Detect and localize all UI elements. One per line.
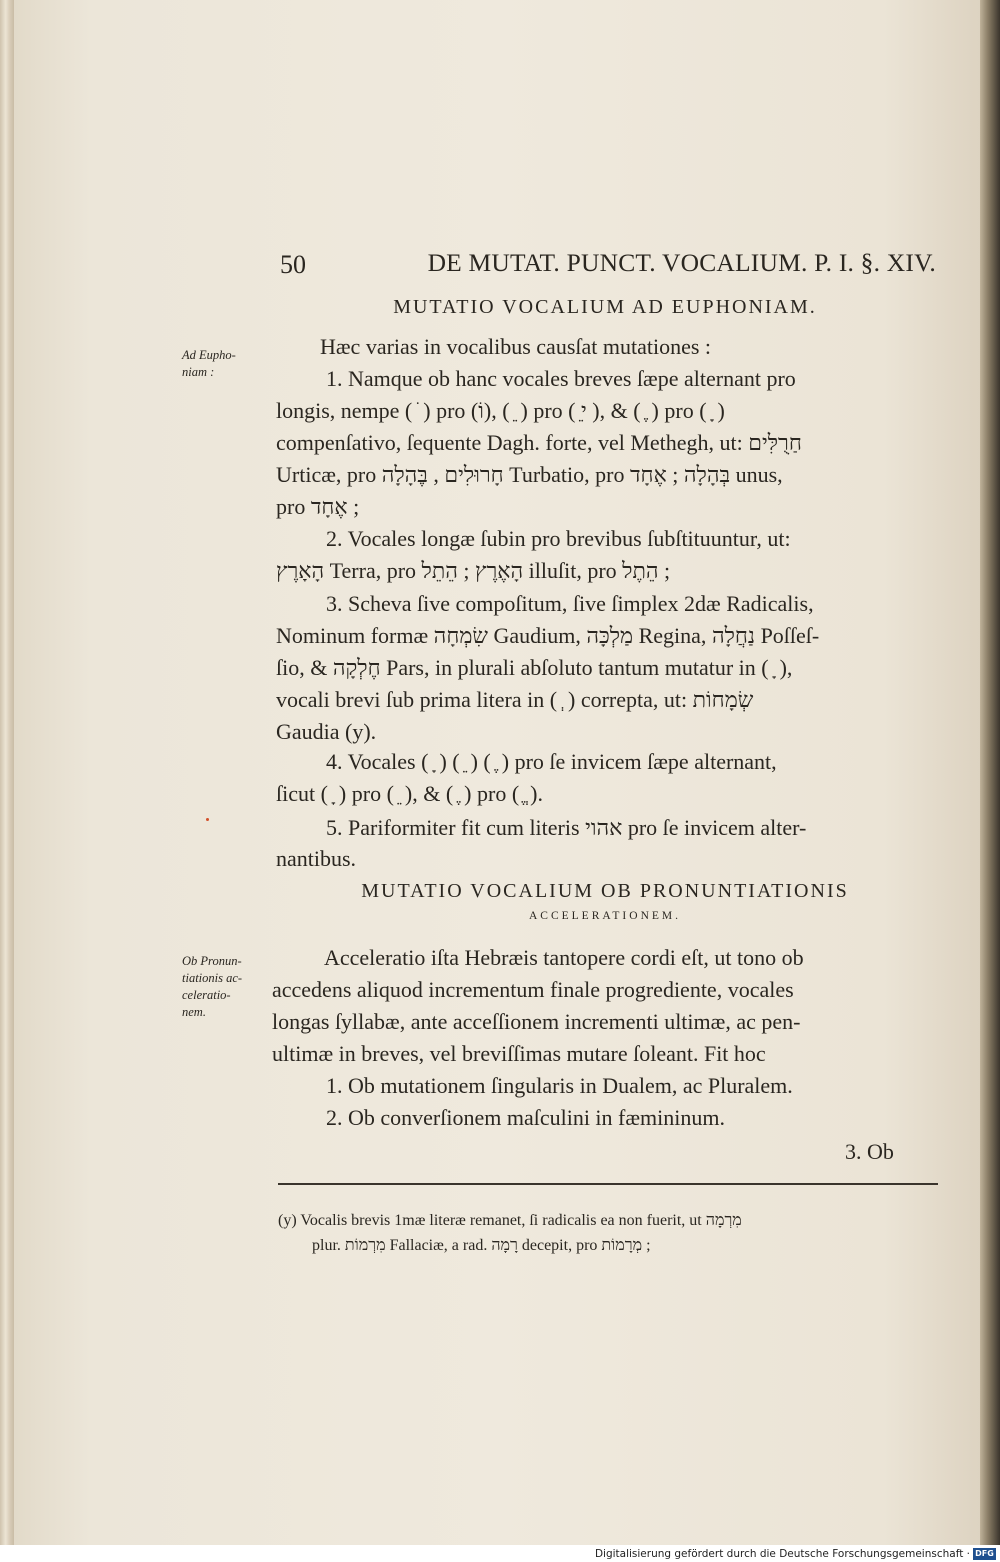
digitization-footer xyxy=(0,1545,1000,1562)
text-line: Nominum formæ שִׂמְחָה Gaudium, מַלְכָּה Regina, נַחֲלָה Poſſeſ- xyxy=(276,623,820,648)
text-line: 3. Scheva ſive compoſitum, ſive ſimplex 2dæ Radicalis, xyxy=(326,591,814,616)
text-line: longas ſyllabæ, ante acceſſionem incrementi ultimæ, ac pen- xyxy=(272,1009,801,1034)
margin-note-line: Ob Pronun- xyxy=(182,954,242,968)
page-number: 50 xyxy=(280,250,306,279)
footnote-line: plur. מִרְמוֹת Fallaciæ, a rad. רָמָה decepit, pro מְרָמוֹת ; xyxy=(312,1237,651,1254)
section-title-acceleratio: MUTATIO VOCALIUM OB PRONUNTIATIONIS xyxy=(361,880,849,902)
text-line: Hæc varias in vocalibus causſat mutationes : xyxy=(320,334,712,359)
running-head: DE MUTAT. PUNCT. VOCALIUM. P. I. §. XIV. xyxy=(427,248,936,277)
text-line: הָאָרֶץ Terra, pro הָאֶרֶץ ; הֵתֵל illuſit, pro הֵתֶל ; xyxy=(276,558,671,583)
text-line: longis, nempe ( ֹ ) pro (וֹ), ( ֵ ) pro ( ֵי ), & ( ֶ ) pro ( ָ ) xyxy=(276,398,725,423)
book-spine xyxy=(0,0,14,1545)
footnote-line: (y) Vocalis brevis 1mæ literæ remanet, ſi radicalis ea non fuerit, ut מִרְמָה xyxy=(278,1212,742,1229)
text-line: ſio, & חֶלְקָה Pars, in plurali abſoluto tantum mutatur in ( ָ ), xyxy=(276,655,793,680)
margin-note-line: niam : xyxy=(182,365,215,379)
text-line: Gaudia (y). xyxy=(276,719,377,744)
footer-credit: Digitalisierung gefördert durch die Deutsche Forschungsgemeinschaft · xyxy=(594,1548,970,1560)
text-line: 4. Vocales ( ָ ) ( ֵ ) ( ֶ ) pro ſe invicem ſæpe alternant, xyxy=(326,749,777,774)
text-line: 5. Pariformiter fit cum literis אהוי pro ſe invicem alter- xyxy=(326,815,807,840)
margin-note-line: nem. xyxy=(182,1005,206,1019)
margin-note-line: Ad Eupho- xyxy=(182,348,236,362)
text-line: pro אֶחָד ; xyxy=(276,494,360,519)
section-subtitle-acceleratio: ACCELERATIONEM. xyxy=(528,910,681,922)
text-line: Urticæ, pro חָרוּלִים , בֶּהָלָה Turbatio, pro בְּהָלָה ; אֶחָד unus, xyxy=(276,462,783,487)
text-line: nantibus. xyxy=(276,846,357,871)
margin-note-acceleratio xyxy=(182,953,266,1021)
text-line: 1. Namque ob hanc vocales breves ſæpe alternant pro xyxy=(326,366,796,391)
text-line: Acceleratio iſta Hebræis tantopere cordi eſt, ut tono ob xyxy=(324,945,804,970)
margin-note-line: celeratio- xyxy=(182,988,231,1002)
text-line: 2. Vocales longæ ſubin pro brevibus ſubſtituuntur, ut: xyxy=(326,526,791,551)
text-line: 2. Ob converſionem maſculini in fæmininum. xyxy=(326,1105,725,1130)
page-edge xyxy=(980,0,1000,1545)
margin-note-euphonia xyxy=(182,347,266,381)
text-line: vocali brevi ſub prima litera in ( ְ ) correpta, ut: שְׂמָחוֹת xyxy=(276,687,754,712)
text-line: compenſativo, ſequente Dagh. forte, vel Methegh, ut: חַרֻלִּים xyxy=(276,430,802,455)
text-line: ultimæ in breves, vel breviſſimas mutare ſoleant. Fit hoc xyxy=(272,1041,766,1066)
dfg-logo-icon: DFG xyxy=(973,1548,996,1560)
ink-speck xyxy=(206,818,209,821)
text-line: 1. Ob mutationem ſingularis in Dualem, ac Pluralem. xyxy=(326,1073,793,1098)
section-title-euphonia: MUTATIO VOCALIUM AD EUPHONIAM. xyxy=(393,296,817,318)
page-header xyxy=(270,248,938,284)
margin-note-line: tiationis ac- xyxy=(182,971,243,985)
footnote-separator xyxy=(278,1183,938,1185)
text-line: accedens aliquod incrementum finale progrediente, vocales xyxy=(272,977,794,1002)
text-line: ſicut ( ָ ) pro ( ֵ ), & ( ֶ ) pro ( ֱ ). xyxy=(276,781,543,806)
catchword: 3. Ob xyxy=(845,1139,894,1164)
